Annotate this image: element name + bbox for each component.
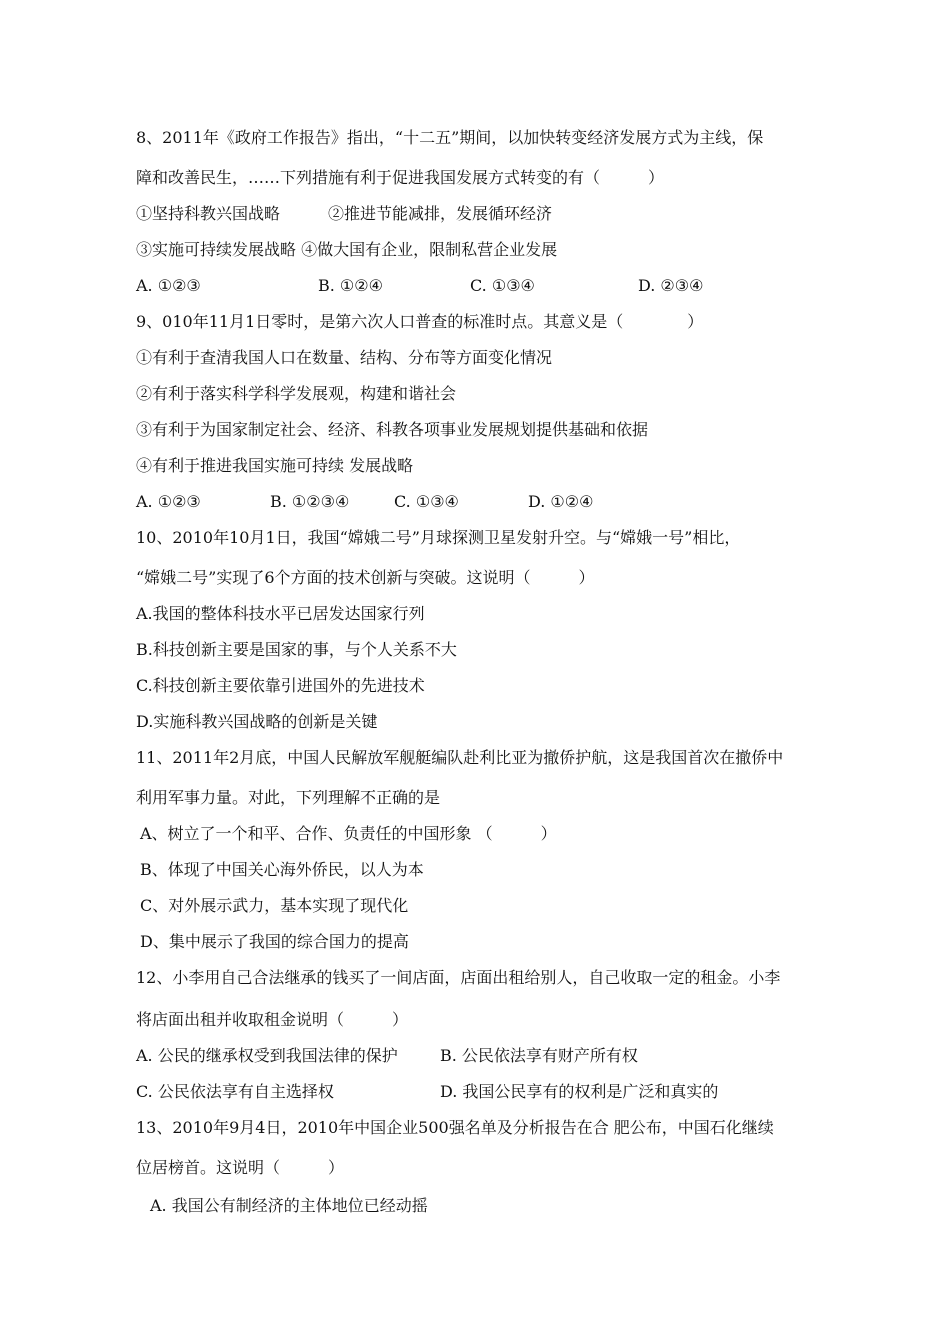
q12-option-c: C. 公民依法享有自主选择权 [136,1082,334,1101]
q8-stem-line2: 障和改善民生，……下列措施有利于促进我国发展方式转变的有（ ） [136,168,665,187]
q8-option-d: D. ②③④ [638,276,704,295]
q8-item-1-2: ①坚持科教兴国战略 ②推进节能减排，发展循环经济 [136,204,553,223]
q13-stem-line2: 位居榜首。这说明（ ） [136,1158,345,1177]
q9-item-2: ②有利于落实科学科学发展观，构建和谐社会 [136,384,457,403]
q11-option-d: D、集中展示了我国的综合国力的提高 [140,932,409,951]
q9-option-a: A. ①②③ [136,492,201,511]
q12-option-b: B. 公民依法享有财产所有权 [440,1046,638,1065]
q12-option-d: D. 我国公民享有的权利是广泛和真实的 [440,1082,719,1101]
q11-stem-line1: 11、2011年2月底，中国人民解放军舰艇编队赴利比亚为撤侨护航，这是我国首次在撤侨中 [136,748,784,767]
q13-option-a: A. 我国公有制经济的主体地位已经动摇 [150,1196,428,1215]
q9-item-3: ③有利于为国家制定社会、经济、科教各项事业发展规划提供基础和依据 [136,420,649,439]
q8-stem-line1: 8、2011年《政府工作报告》指出，“十二五”期间，以加快转变经济发展方式为主线，保 [136,128,764,147]
q8-option-a: A. ①②③ [136,276,201,295]
q11-stem-line2: 利用军事力量。对此，下列理解不正确的是 [136,788,441,807]
q11-option-a: A、树立了一个和平、合作、负责任的中国形象 （ ） [140,824,557,843]
q9-stem: 9、010年11月1日零时，是第六次人口普查的标准时点。其意义是（ ） [136,312,704,331]
q9-option-d: D. ①②④ [528,492,594,511]
q8-option-b: B. ①②④ [318,276,383,295]
q9-option-b: B. ①②③④ [270,492,350,511]
q12-stem-line1: 12、小李用自己合法继承的钱买了一间店面，店面出租给别人，自己收取一定的租金。小李 [136,968,781,987]
q10-stem-line2: “嫦娥二号”实现了6个方面的技术创新与突破。这说明（ ） [136,568,595,587]
q12-stem-line2: 将店面出租并收取租金说明（ ） [136,1010,409,1029]
q9-option-c: C. ①③④ [394,492,459,511]
q8-item-3-4: ③实施可持续发展战略 ④做大国有企业，限制私营企业发展 [136,240,558,259]
q9-item-1: ①有利于查清我国人口在数量、结构、分布等方面变化情况 [136,348,553,367]
q11-option-b: B、体现了中国关心海外侨民，以人为本 [140,860,424,879]
q13-stem-line1: 13、2010年9月4日，2010年中国企业500强名单及分析报告在合 肥公布，中国石化继续 [136,1118,774,1137]
q12-option-a: A. 公民的继承权受到我国法律的保护 [136,1046,398,1065]
q10-stem-line1: 10、2010年10月1日，我国“嫦娥二号”月球探测卫星发射升空。与“嫦娥一号”相比， [136,528,741,547]
q10-option-b: B.科技创新主要是国家的事，与个人关系不大 [136,640,457,659]
q8-option-c: C. ①③④ [470,276,535,295]
q10-option-a: A.我国的整体科技水平已居发达国家行列 [136,604,425,623]
q10-option-d: D.实施科教兴国战略的创新是关键 [136,712,378,731]
q10-option-c: C.科技创新主要依靠引进国外的先进技术 [136,676,425,695]
q11-option-c: C、对外展示武力，基本实现了现代化 [140,896,409,915]
q9-item-4: ④有利于推进我国实施可持续 发展战略 [136,456,414,475]
